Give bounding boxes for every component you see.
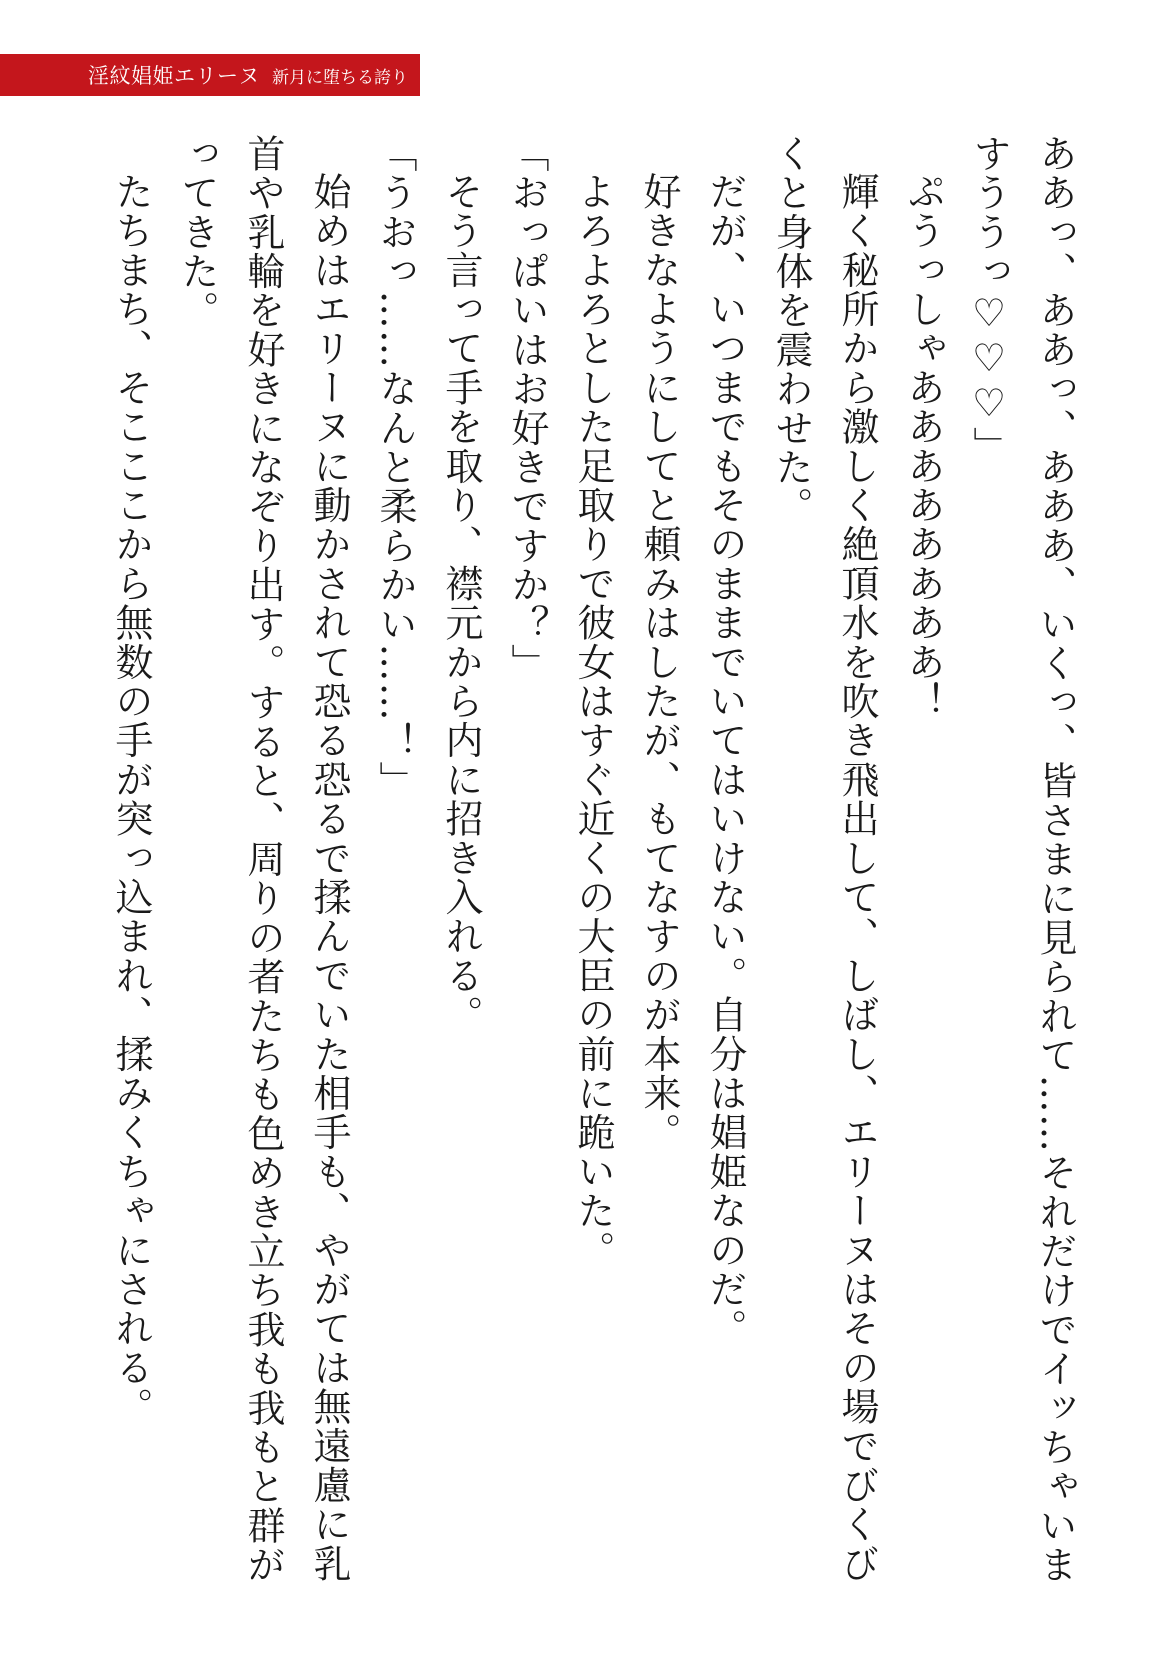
paragraph: 始めはエリーヌに動かされて恐る恐るで揉んでいた相手も、やがては無遠慮に乳首や乳輪を好きになぞり出す。すると、周りの者たちも色めき立ち我も我もと群がってきた。 bbox=[175, 134, 351, 1585]
running-header bbox=[0, 54, 420, 96]
paragraph: 「うおっ……なんと柔らかい……！」 bbox=[373, 134, 417, 801]
paragraph: 輝く秘所から激しく絶頂水を吹き飛出して、しばし、エリーヌはその場でびくびくと身体を震わせた。 bbox=[769, 134, 879, 1584]
paragraph: 「おっぱいはお好きですか？」 bbox=[505, 134, 549, 683]
paragraph: ぷうっしゃああああああああ！ bbox=[901, 172, 945, 721]
paragraph: そう言って手を取り、襟元から内に招き入れる。 bbox=[439, 172, 483, 1035]
paragraph: だが、いつまでもそのままでいてはいけない。自分は娼姫なのだ。 bbox=[703, 172, 747, 1348]
paragraph: たちまち、そこここから無数の手が突っ込まれ、揉みくちゃにされる。 bbox=[109, 172, 153, 1427]
paragraph: よろよろとした足取りで彼女はすぐ近くの大臣の前に跪いた。 bbox=[571, 172, 615, 1270]
paragraph: ああっ、ああっ、あああ、いくっ、皆さまに見られて……それだけでイッちゃいますううっ♡♡♡」 bbox=[967, 134, 1077, 1585]
paragraph: 好きなようにしてと頼みはしたが、もてなすのが本来。 bbox=[637, 172, 681, 1152]
vertical-text-body bbox=[78, 134, 1088, 1594]
book-title: 淫紋娼姫エリーヌ bbox=[88, 64, 260, 88]
book-subtitle: 新月に堕ちる誇り bbox=[272, 67, 408, 88]
